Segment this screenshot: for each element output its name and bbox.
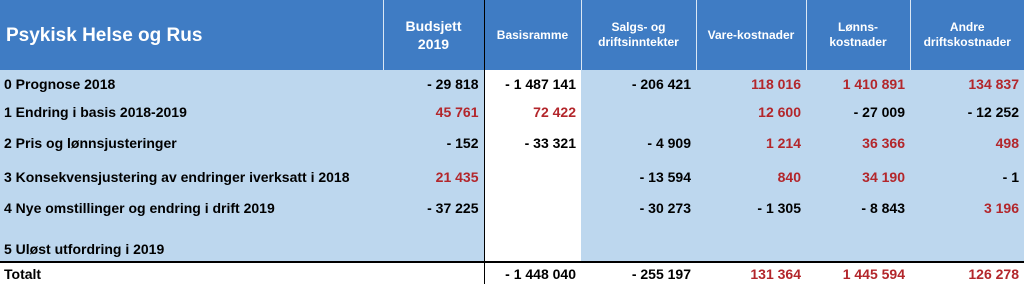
column-header-varekostnader: Vare-kostnader xyxy=(696,0,806,70)
total-label: Totalt xyxy=(0,262,383,284)
row-label: 1 Endring i basis 2018-2019 xyxy=(0,98,383,126)
table-cell: 1 445 594 xyxy=(806,262,910,284)
table-cell: - 12 252 xyxy=(910,98,1024,126)
table-cell xyxy=(910,222,1024,262)
table-cell xyxy=(383,262,484,284)
row-label: 3 Konsekvensjustering av endringer iverksatt i 2018 xyxy=(0,160,383,194)
table-cell: - 1 487 141 xyxy=(484,70,581,98)
table-cell xyxy=(383,222,484,262)
table-cell: - 8 843 xyxy=(806,194,910,222)
table-cell: 1 214 xyxy=(696,126,806,160)
table-cell xyxy=(581,98,696,126)
table-cell: - 206 421 xyxy=(581,70,696,98)
table-cell xyxy=(484,160,581,194)
table-cell: 134 837 xyxy=(910,70,1024,98)
table-row xyxy=(0,160,1024,194)
table-cell: 45 761 xyxy=(383,98,484,126)
table-cell: - 37 225 xyxy=(383,194,484,222)
table-row xyxy=(0,222,1024,262)
table-cell: 126 278 xyxy=(910,262,1024,284)
column-header-salgsinntekter: Salgs- og driftsinntekter xyxy=(581,0,696,70)
row-label: 0 Prognose 2018 xyxy=(0,70,383,98)
table-row xyxy=(0,126,1024,160)
row-label: 2 Pris og lønnsjusteringer xyxy=(0,126,383,160)
table-row xyxy=(0,98,1024,126)
table-cell xyxy=(484,222,581,262)
table-cell: - 30 273 xyxy=(581,194,696,222)
table-cell xyxy=(484,194,581,222)
table-cell xyxy=(581,222,696,262)
table-cell: 118 016 xyxy=(696,70,806,98)
row-label: 4 Nye omstillinger og endring i drift 2019 xyxy=(0,194,383,222)
table-cell: - 29 818 xyxy=(383,70,484,98)
table-cell: - 27 009 xyxy=(806,98,910,126)
table-cell: 3 196 xyxy=(910,194,1024,222)
table-cell: 72 422 xyxy=(484,98,581,126)
table-cell: 34 190 xyxy=(806,160,910,194)
table-cell: - 33 321 xyxy=(484,126,581,160)
table-cell: 12 600 xyxy=(696,98,806,126)
table-cell: 131 364 xyxy=(696,262,806,284)
table-cell: 498 xyxy=(910,126,1024,160)
table-cell: 21 435 xyxy=(383,160,484,194)
column-header-lonnskostnader: Lønns- kostnader xyxy=(806,0,910,70)
table-cell: - 152 xyxy=(383,126,484,160)
row-label: 5 Uløst utfordring i 2019 xyxy=(0,222,383,262)
column-header-budsjett: Budsjett 2019 xyxy=(383,0,484,70)
table-cell: 840 xyxy=(696,160,806,194)
table-cell: - 1 305 xyxy=(696,194,806,222)
table-title: Psykisk Helse og Rus xyxy=(0,0,383,70)
table-cell: - 4 909 xyxy=(581,126,696,160)
table-cell: - 255 197 xyxy=(581,262,696,284)
table-row xyxy=(0,194,1024,222)
table-cell: 1 410 891 xyxy=(806,70,910,98)
table-cell: - 13 594 xyxy=(581,160,696,194)
table-cell: - 1 xyxy=(910,160,1024,194)
table-row xyxy=(0,70,1024,98)
table-cell: - 1 448 040 xyxy=(484,262,581,284)
column-header-basisramme: Basisramme xyxy=(484,0,581,70)
total-row xyxy=(0,262,1024,284)
column-header-andre-driftskostnader: Andre driftskostnader xyxy=(910,0,1024,70)
table-cell: 36 366 xyxy=(806,126,910,160)
table-cell xyxy=(806,222,910,262)
table-cell xyxy=(696,222,806,262)
header-row xyxy=(0,0,1024,70)
